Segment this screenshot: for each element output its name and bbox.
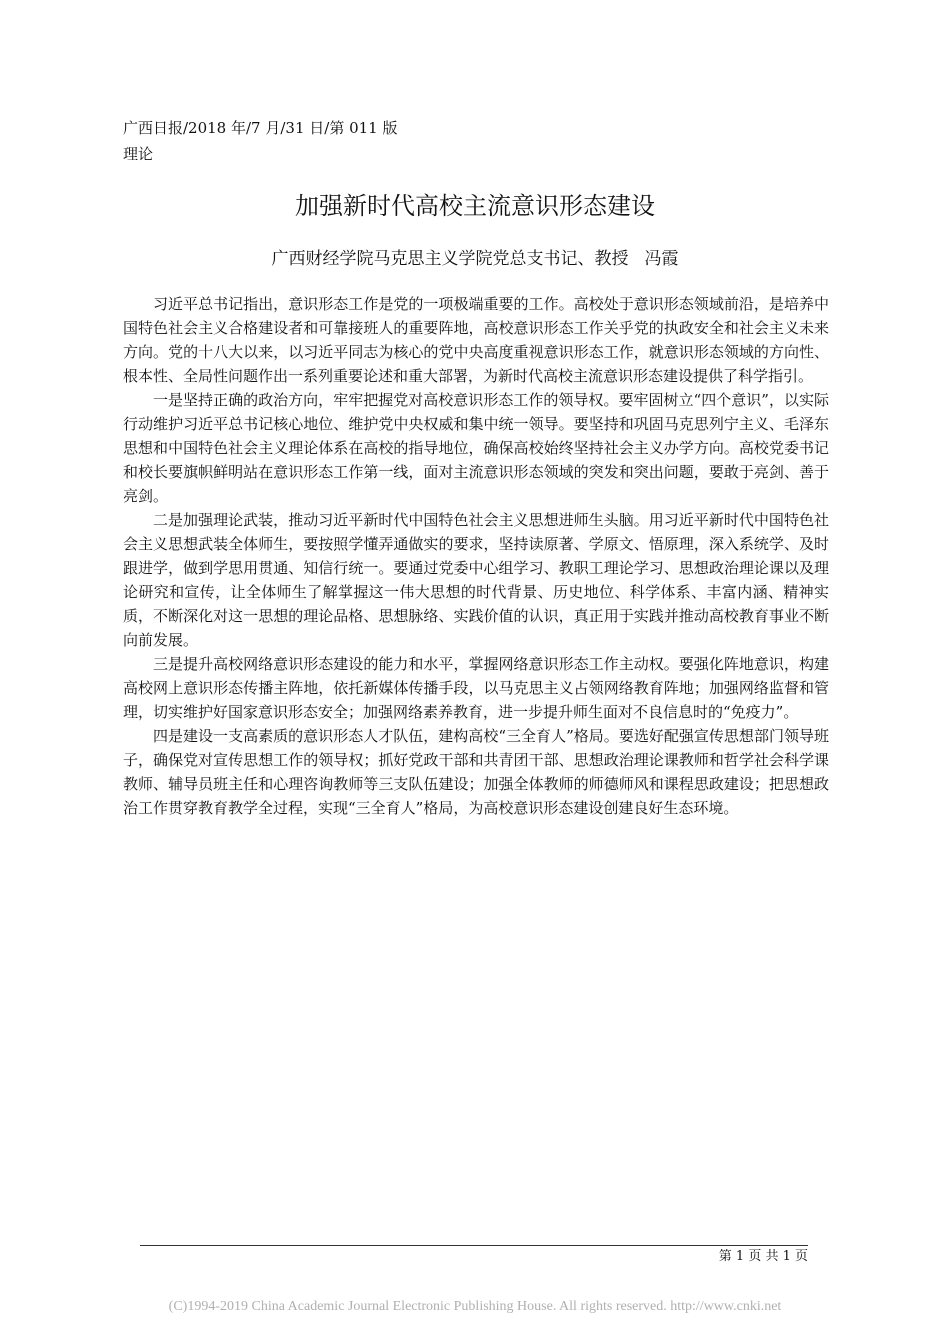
source-info [123,115,398,167]
footer-divider [140,1245,808,1246]
paragraph-point-4: 四是建设一支高素质的意识形态人才队伍，建构高校“三全育人”格局。要选好配强宣传思想部门领导班子，确保党对宣传思想工作的领导权；抓好党政干部和共青团干部、思想政治理论课教师和哲学社会科学课教师、辅导员班主任和心理咨询教师等三支队伍建设；加强全体教师的师德师风和课程思政建设；把思想政治工作贯穿教育教学全过程，实现“三全育人”格局，为高校意识形态建设创建良好生态环境。 [123,727,829,817]
article-body [123,292,829,820]
paragraph-point-2: 二是加强理论武装，推动习近平新时代中国特色社会主义思想进师生头脑。用习近平新时代中国特色社会主义思想武装全体师生，要按照学懂弄通做实的要求，坚持读原著、学原文、悟原理，深入系统学、及时跟进学，做到学思用贯通、知信行统一。要通过党委中心组学习、教职工理论学习、思想政治理论课以及理论研究和宣传，让全体师生了解掌握这一伟大思想的时代背景、历史地位、科学体系、丰富内涵、精神实质，不断深化对这一思想的理论品格、思想脉络、实践价值的认识，真正用于实践并推动高校教育事业不断向前发展。 [123,511,829,649]
paragraph-intro: 习近平总书记指出，意识形态工作是党的一项极端重要的工作。高校处于意识形态领域前沿，是培养中国特色社会主义合格建设者和可靠接班人的重要阵地，高校意识形态工作关乎党的执政安全和社会主义未来方向。党的十八大以来，以习近平同志为核心的党中央高度重视意识形态工作，就意识形态领域的方向性、根本性、全局性问题作出一系列重要论述和重大部署，为新时代高校主流意识形态建设提供了科学指引。 [123,295,829,385]
page-number: 第 1 页 共 1 页 [718,1249,808,1264]
paragraph-point-3: 三是提升高校网络意识形态建设的能力和水平，掌握网络意识形态工作主动权。要强化阵地意识，构建高校网上意识形态传播主阵地，依托新媒体传播手段，以马克思主义占领网络教育阵地；加强网络监督和管理，切实维护好国家意识形态安全；加强网络素养教育，进一步提升师生面对不良信息时的“免疫力”。 [123,655,829,721]
byline [0,246,950,272]
source-section-line: 理论 [123,145,154,163]
paragraph-point-1: 一是坚持正确的政治方向，牢牢把握党对高校意识形态工作的领导权。要牢固树立“四个意识”，以实际行动维护习近平总书记核心地位、维护党中央权威和集中统一领导。要坚持和巩固马克思列宁主义、毛泽东思想和中国特色社会主义理论体系在高校的指导地位，确保高校始终坚持社会主义办学方向。高校党委书记和校长要旗帜鲜明站在意识形态工作第一线，面对主流意识形态领域的突发和突出问题，要敢于亮剑、善于亮剑。 [123,391,829,505]
author-name: 冯霞 [644,249,679,269]
copyright-notice: (C)1994-2019 China Academic Journal Electronic Publishing House. All rights reserved. http://www.cnki.net [168,1299,782,1314]
source-publication-line: 广西日报/2018 年/7 月/31 日/第 011 版 [123,119,398,137]
article-title: 加强新时代高校主流意识形态建设 [295,192,655,220]
author-affiliation: 广西财经学院马克思主义学院党总支书记、教授 [271,249,629,269]
